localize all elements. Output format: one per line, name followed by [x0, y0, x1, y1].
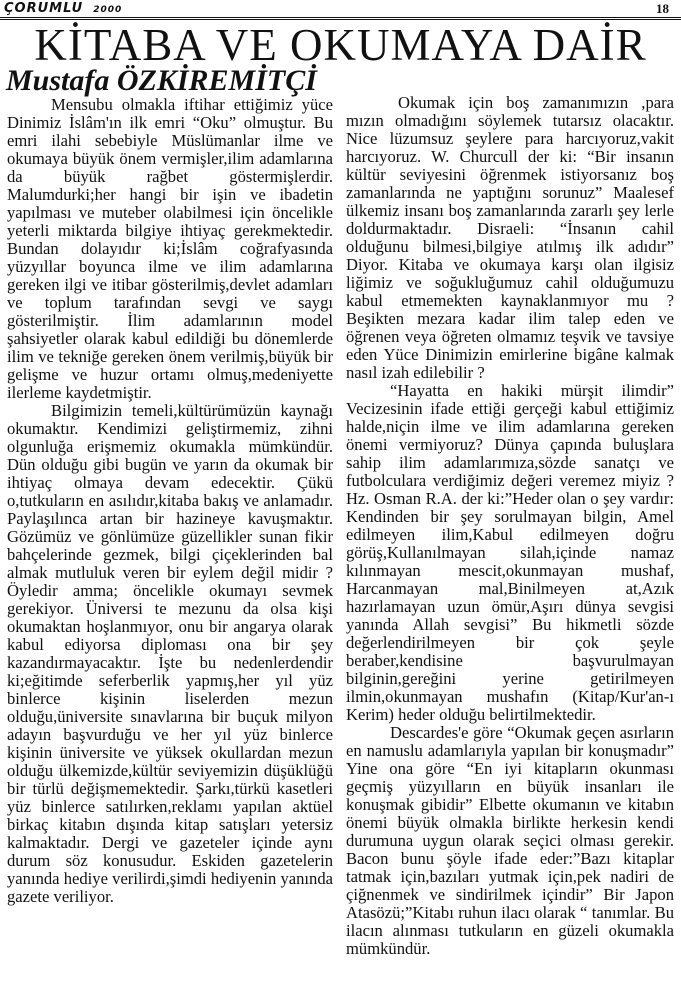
masthead-year: 2000	[93, 5, 123, 15]
paragraph: Bilgimizin temeli,kültürümüzün kaynağı okumaktır. Kendimizi geliştirmemiz, zihni olgunluğa erişmemiz okumakla mümkündür. Dün olduğu gibi bugün ve yarın da okumak bir ihtiyaç olmaya devam edecektir. Çükü o,tutkuların en asılıdır,kitaba bakış ve anlamadır. Paylaşılınca artan bir hazineye kavuşmaktır. Gözümüz ve gönlümüze güzellikler sunan fikir bahçelerinde gezmek, bilgi çiçeklerinden bal almak mutluluk veren bir eylem değil midir ? Öyledir amma; öncelikle okumayı sevmek gerekiyor. Üniversi te mezunu da olsa kişi okumaktan hoşlanmıyor, onu bir angarya olarak kabul ediyorsa diploması ona bir şey kazandırmayacaktır. İşte bu nedenlerdendir ki;eğitimde seferberlik yapmış,her yıl yüz binlerce kişinin liselerden mezun olduğu,üniversite sınavlarına bir buçuk milyon adayın başvurduğu ve her yıl yüz binlerce kişinin üniversite ve yüksek okullardan mezun olduğu ülkemizde,kültür seviyemizin düşüklüğü bir türlü değişmemektedir. Şarkı,türkü kasetleri yüz binlerce satılırken,reklamı yapılan aktüel birkaç kitabın dışında kitap satışları yetersiz kalmaktadır. Dergi ve gazeteler içinde aynı durum söz konusudur. Eskiden gazetelerin yanında hediye verilirdi,şimdi hediyenin yanında gazete veriliyor.	[7, 401, 333, 906]
paragraph: Mensubu olmakla iftihar ettiğimiz yüce Dinimiz İslâm'ın ilk emri “Oku” olmuştur. Bu emri ilahi sebebiyle Müslümanlar ilme ve okumaya büyük önem vermişler,ilim adamlarına da büyük rağbet göstermişlerdir. Malumdurki;her hangi bir işin ve ibadetin yapılması ve muteber olabilmesi için öncelikle yeterli miktarda bilgiye ihtiyaç gerekmektedir. Bundan dolayıdır ki;İslâm coğrafyasında yüzyıllar boyunca ilme ve ilim adamlarına gereken ilgi ve itibar gösterilmiş,devlet adamları ve toplum tarafından sevgi ve saygı gösterilmiştir. İlim adamlarının model şahsiyetler olarak kabul edildiği bu dönemlerde ilim ve tekniğe gereken önem verilmiş,büyük bir gelişme ve huzur ortamı olmuş,medeniyette ilerleme kaydetmiştir.	[7, 95, 333, 402]
article-title: KİTABA VE OKUMAYA DAİR	[34, 20, 647, 70]
left-column	[7, 96, 333, 906]
right-column	[346, 94, 674, 958]
paragraph: Descardes'e göre “Okumak geçen asırların en namuslu adamlarıyla yapılan bir konuşmadır” Yine ona göre “En iyi kitapların okunması geçmiş yüzyılların en büyük insanları ile konuşmak gibidir” Elbette okumanın ve kitabın önemi büyük olmakla birlikte herkesin kendi durumuna uygun olarak seçici olması gerekir. Bacon bunu şöyle ifade eder:”Bazı kitaplar tatmak için,bazıları yutmak için,pek nadiri de çiğnenmek ve sindirilmek içindir” Bir Japon Atasözü;”Kitabı ruhun ilacı olarak “ tanımlar. Bu ilacın alınması tutkuların en güzeli okumakla mümkündür.	[346, 723, 674, 958]
article-author: Mustafa ÖZKİREMİTÇİ	[6, 64, 317, 97]
masthead	[4, 1, 122, 16]
paragraph: “Hayatta en hakiki mürşit ilimdir” Vecizesinin ifade ettiği gerçeği kabul ettiğimiz halde,niçin ilme ve ilim adamlarına gereken önemi vermiyoruz? Dünya çapında buluşlara sahip ilim adamlarımıza,sözde sanatçı ve futbolculara verdiğimiz değeri veremez miyiz ? Hz. Osman R.A. der ki:”Heder olan o şey vardır: Kendinden bir şey sorulmayan bilgin, Amel edilmeyen ilim,Kabul edilmeyen doğru görüş,Kullanılmayan silah,içinde namaz kılınmayan mescit,okunmayan mushaf, Harcanmayan mal,Binilmeyen at,Azık hazırlamayan uzun ömür,Aşırı dünya sevgisi yanında Allah sevgisi” Bu hikmetli sözde değerlendirilmeyen bir çok şeyle beraber,kendisine başvurulmayan bilginin,gereğini yerine getirilmeyen ilmin,okunmayan mushafın (Kitap/Kur'an-ı Kerim) heder olduğu belirtilmektedir.	[346, 381, 674, 724]
masthead-name: ÇORUMLU	[4, 1, 84, 16]
page-header	[0, 0, 681, 18]
page-number: 18	[656, 1, 669, 16]
paragraph: Okumak için boş zamanımızın ,para mızın olmadığını söylemek tutarsız olacaktır. Nice lüzumsuz şeylere para harcıyoruz,vakit harcıyoruz. W. Churcull der ki: “Bir insanın kültür seviyesini öğrenmek istiyorsanız boş zamanlarında ne yaptığını sorunuz” Maalesef ülkemiz insanı boş zamanlarında zararlı şey lerle doldurmaktadır. Disraeli: “İnsanın cahil olduğunu bilmesi,bilgiye atılmış ilk adıdır” Diyor. Kitaba ve okumaya karşı olan ilgisiz liğimiz ve soğukluğumuz cahil olduğumuzu kabul etmemekten kaynaklanmıyor mu ? Beşikten mezara kadar ilim talep eden ve öğrenen veya öğreten olmamız teşvik ve tavsiye eden Yüce Dinimizin emirlerine bigâne kalmak nasıl izah edilebilir ?	[346, 93, 674, 382]
